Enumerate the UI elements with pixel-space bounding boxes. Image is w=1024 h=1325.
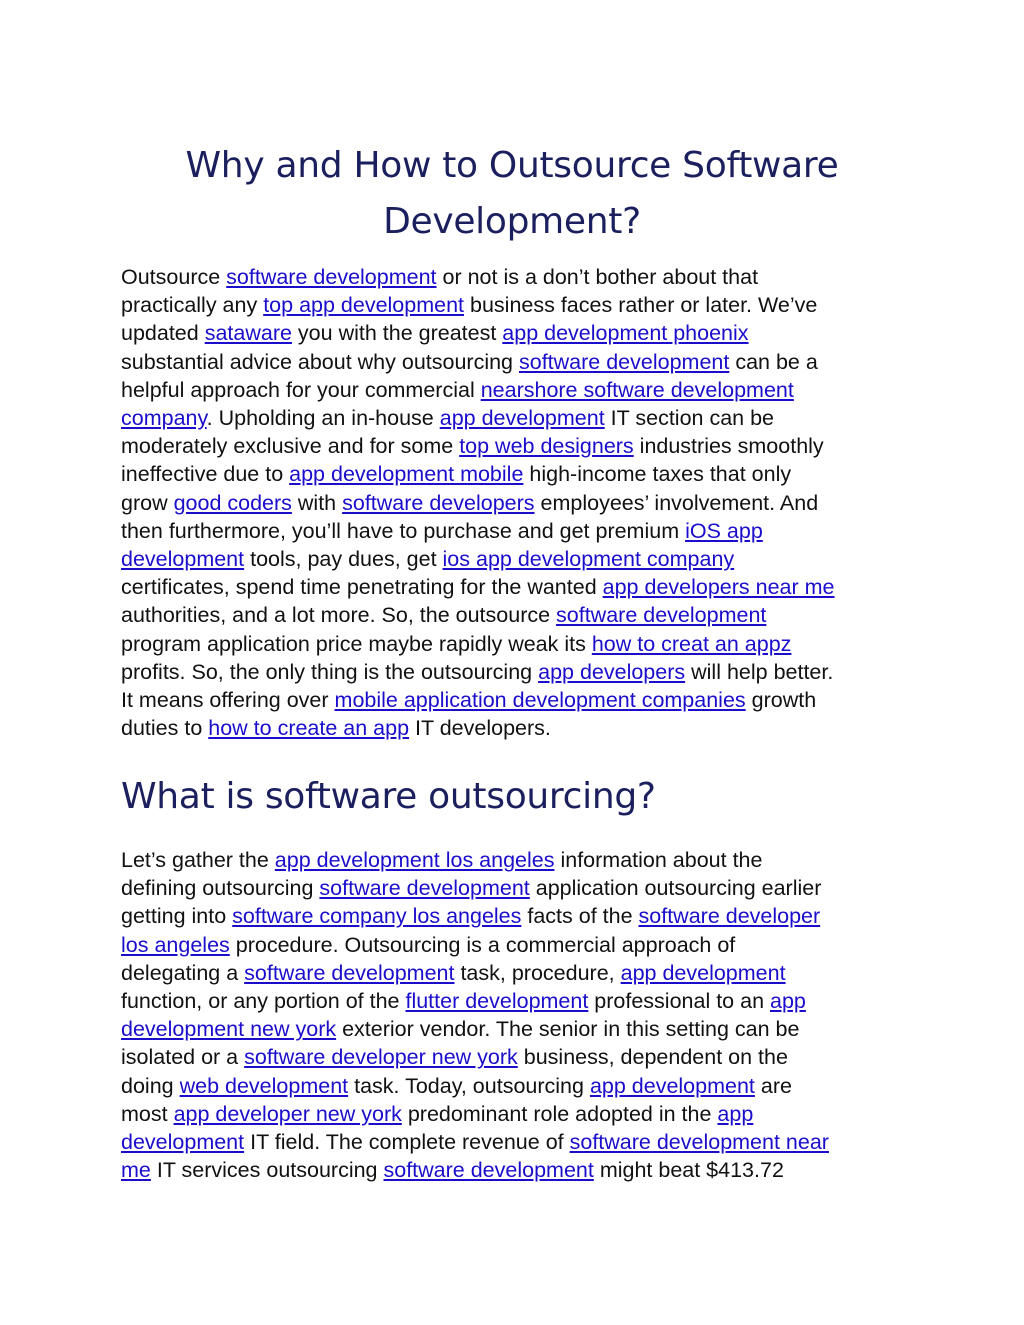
text-run: authorities, and a lot more. So, the outsource [121, 603, 557, 628]
text-run: profits. So, the only thing is the outsourcing [121, 659, 539, 684]
text-run: defining outsourcing [121, 876, 320, 901]
section-paragraph [121, 846, 921, 1184]
inline-link[interactable]: app development [620, 960, 786, 985]
inline-link[interactable]: app development [589, 1073, 755, 1098]
text-run: helpful approach for your commercial [121, 377, 481, 402]
inline-link[interactable]: iOS app [685, 518, 763, 543]
text-run: predominant role adopted in the [401, 1101, 718, 1126]
inline-link[interactable]: software company los angeles [232, 904, 522, 929]
text-run: are [754, 1073, 792, 1098]
inline-link[interactable]: app developers near me [602, 575, 835, 600]
text-run: isolated or a [121, 1045, 245, 1070]
inline-link[interactable]: software development [319, 876, 530, 901]
text-run: ineffective due to [121, 462, 290, 487]
text-run: task, procedure, [454, 960, 621, 985]
inline-link[interactable]: flutter development [405, 989, 589, 1014]
text-run: business faces rather or later. We’ve [464, 293, 818, 318]
inline-link[interactable]: software development [556, 603, 767, 628]
inline-link[interactable]: software development [383, 1158, 594, 1183]
text-line [121, 931, 921, 959]
text-line [121, 874, 921, 902]
text-run: IT section can be [604, 406, 775, 431]
inline-link[interactable]: software development [244, 960, 455, 985]
text-line [121, 376, 921, 404]
inline-link[interactable]: good coders [173, 490, 292, 515]
page-title-line-1: Why and How to Outsource Software [185, 145, 839, 186]
text-run: with [291, 490, 343, 515]
text-run: delegating a [121, 960, 245, 985]
text-line [121, 489, 921, 517]
text-run: IT developers. [409, 716, 551, 741]
text-line [121, 846, 921, 874]
page-title-line-2: Development? [383, 201, 641, 242]
inline-link[interactable]: app developer new york [173, 1101, 402, 1126]
text-run: facts of the [521, 904, 639, 929]
inline-link[interactable]: software developer [638, 904, 821, 929]
text-line [121, 291, 921, 319]
section-heading: What is software outsourcing? [121, 776, 656, 817]
inline-link[interactable]: development new york [121, 1017, 337, 1042]
inline-link[interactable]: los angeles [121, 932, 230, 957]
text-run: information about the [554, 848, 763, 872]
inline-link[interactable]: sataware [204, 321, 292, 346]
inline-link[interactable]: software development [519, 349, 730, 374]
text-run: task. Today, outsourcing [348, 1073, 590, 1098]
text-run: function, or any portion of the [121, 989, 406, 1014]
text-run: most [121, 1101, 174, 1126]
inline-link[interactable]: app developers [538, 659, 686, 684]
text-line [121, 686, 921, 714]
text-run: . Upholding an in-house [206, 406, 440, 431]
inline-link[interactable]: top web designers [459, 434, 634, 459]
inline-link[interactable]: software development near [569, 1130, 829, 1155]
text-line [121, 658, 921, 686]
text-line [121, 460, 921, 488]
text-run: Let’s gather the [121, 848, 275, 872]
text-line [121, 404, 921, 432]
text-line [121, 1043, 921, 1071]
inline-link[interactable]: software development [226, 265, 437, 289]
text-line [121, 1072, 921, 1100]
text-line [121, 902, 921, 930]
text-line [121, 1100, 921, 1128]
text-line [121, 630, 921, 658]
inline-link[interactable]: company [121, 406, 207, 431]
inline-link[interactable]: development [121, 1130, 245, 1155]
text-run: It means offering over [121, 688, 335, 713]
text-run: grow [121, 490, 174, 515]
inline-link[interactable]: app development phoenix [502, 321, 749, 346]
text-run: Outsource [121, 265, 227, 289]
inline-link[interactable]: app [717, 1101, 754, 1126]
text-line [121, 1015, 921, 1043]
text-run: you with the greatest [291, 321, 503, 346]
text-line [121, 959, 921, 987]
text-run: high-income taxes that only [523, 462, 792, 487]
text-run: practically any [121, 293, 264, 318]
text-run: program application price maybe rapidly weak its [121, 631, 592, 656]
text-line [121, 601, 921, 629]
inline-link[interactable]: top app development [263, 293, 465, 318]
text-run: certificates, spend time penetrating for the wanted [121, 575, 603, 600]
text-run: moderately exclusive and for some [121, 434, 460, 459]
text-line [121, 573, 921, 601]
inline-link[interactable]: software developers [342, 490, 535, 515]
inline-link[interactable]: development [121, 547, 245, 572]
text-line [121, 987, 921, 1015]
text-run: getting into [121, 904, 233, 929]
text-run: tools, pay dues, get [244, 547, 443, 572]
text-line [121, 714, 921, 742]
text-run: then furthermore, you’ll have to purchase and get premium [121, 518, 686, 543]
text-run: can be a [729, 349, 818, 374]
text-run: might beat $413.72 [593, 1158, 784, 1183]
inline-link[interactable]: how to create an app [208, 716, 410, 741]
text-line [121, 1128, 921, 1156]
text-line [121, 517, 921, 545]
inline-link[interactable]: web development [179, 1073, 349, 1098]
text-run: updated [121, 321, 205, 346]
text-line [121, 319, 921, 347]
text-run: will help better. [685, 659, 834, 684]
inline-link[interactable]: nearshore software development [480, 377, 794, 402]
intro-paragraph [121, 263, 921, 742]
page-title [100, 138, 924, 250]
inline-link[interactable]: app development [439, 406, 605, 431]
inline-link[interactable]: app [770, 989, 806, 1014]
text-run: business, dependent on the [517, 1045, 788, 1070]
text-run: professional to an [588, 989, 770, 1014]
inline-link[interactable]: mobile application development companies [334, 688, 746, 713]
inline-link[interactable]: software developer new york [244, 1045, 518, 1070]
text-run: IT services outsourcing [150, 1158, 384, 1183]
text-line [121, 1156, 921, 1184]
inline-link[interactable]: app development mobile [289, 462, 524, 487]
text-line [121, 545, 921, 573]
text-run: substantial advice about why outsourcing [121, 349, 519, 374]
text-run: employees’ involvement. And [534, 490, 819, 515]
text-run: growth [745, 688, 817, 713]
text-run: procedure. Outsourcing is a commercial approach of [229, 932, 736, 957]
text-run: duties to [121, 716, 209, 741]
text-line [121, 263, 921, 291]
text-run: exterior vendor. The senior in this setting can be [336, 1017, 800, 1042]
text-run: doing [121, 1073, 180, 1098]
inline-link[interactable]: ios app development company [442, 547, 735, 572]
text-run: industries smoothly [633, 434, 824, 459]
inline-link[interactable]: me [121, 1158, 151, 1183]
text-run: application outsourcing earlier [529, 876, 822, 901]
inline-link[interactable]: how to creat an appz [591, 631, 792, 656]
inline-link[interactable]: app development los angeles [274, 848, 555, 872]
text-run: IT field. The complete revenue of [244, 1130, 570, 1155]
text-line [121, 348, 921, 376]
text-run: or not is a don’t bother about that [436, 265, 759, 289]
text-line [121, 432, 921, 460]
